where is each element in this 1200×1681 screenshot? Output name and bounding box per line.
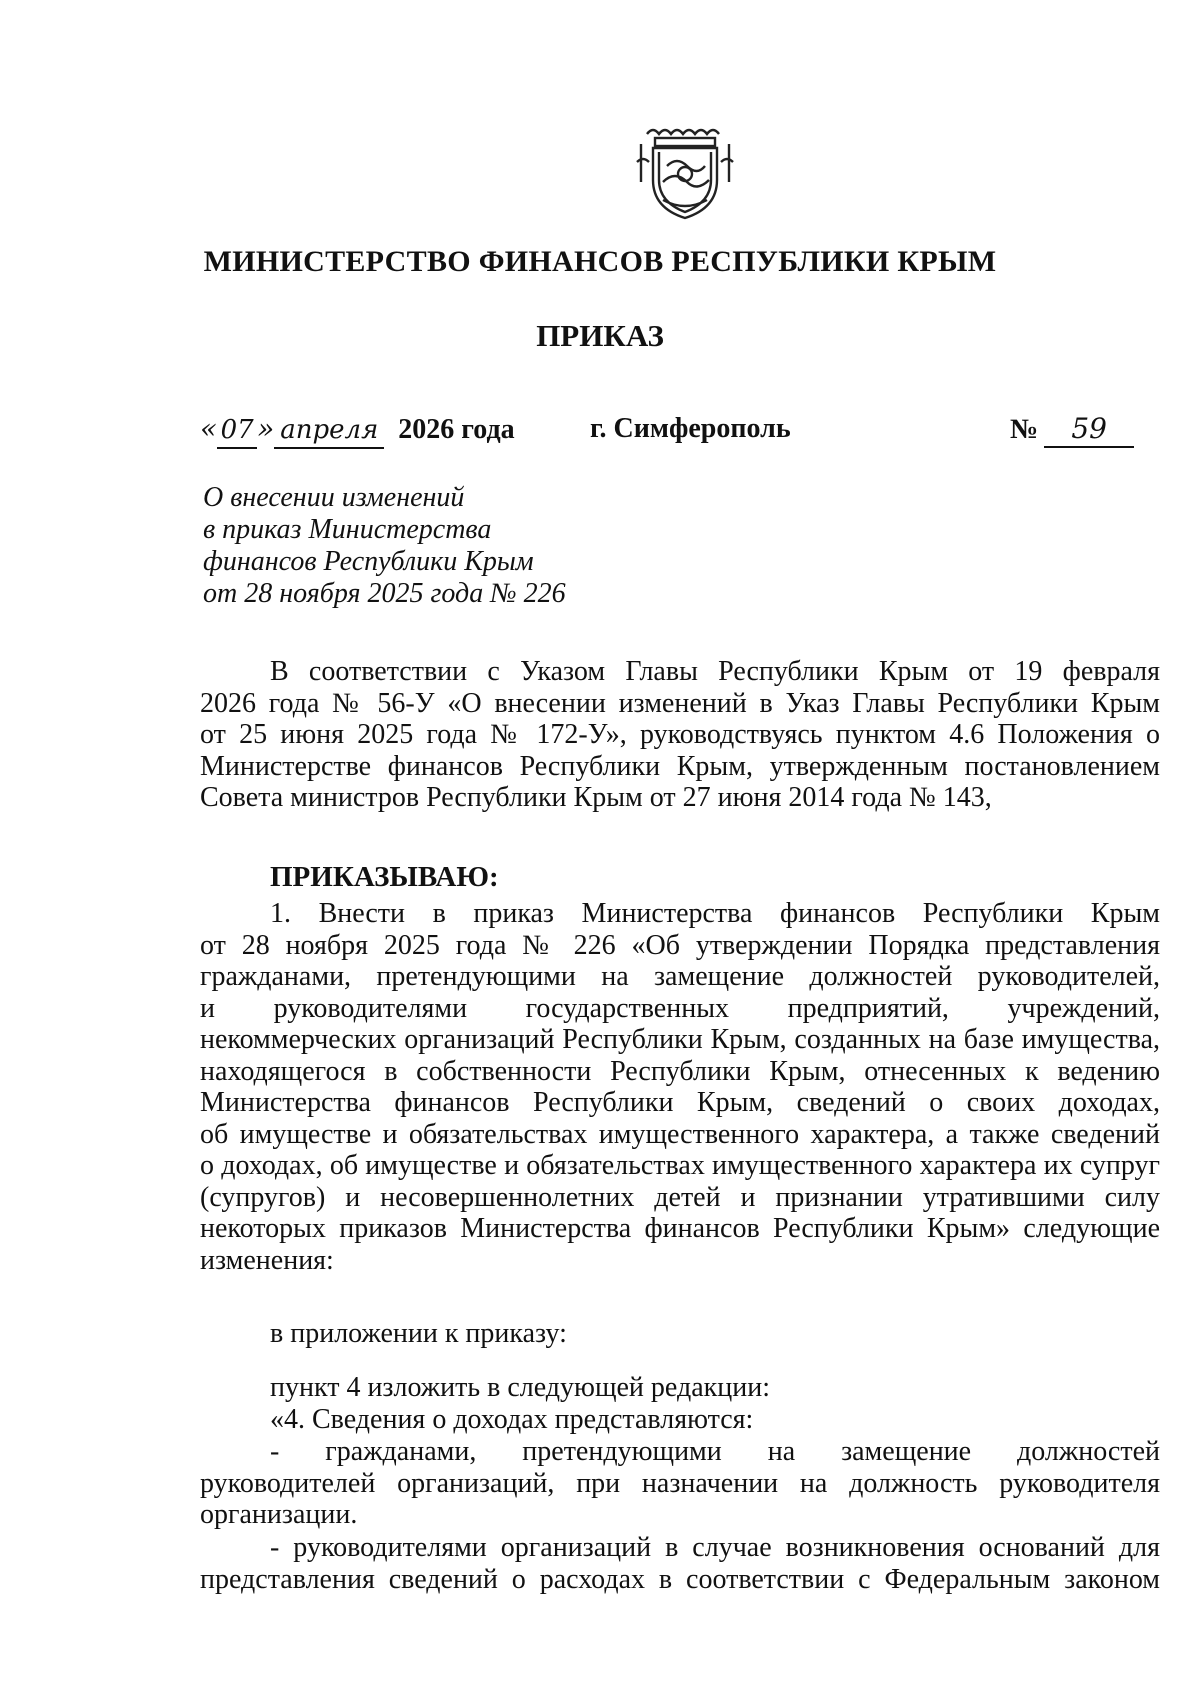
paragraph-line: некоторых приказов Министерства финансов Республики Крым» следующие [200,1213,1160,1244]
paragraph-line: от 25 июня 2025 года № 172-У», руководствуясь пунктом 4.6 Положения о [200,719,1160,750]
order-date [200,412,515,449]
paragraph-line: (супругов) и несовершеннолетних детей и признании утратившими силу [200,1181,1160,1213]
paragraph-line: Министерстве финансов Республики Крым, утвержденным постановлением [200,750,1160,782]
paragraph-line: некоммерческих организаций Республики Крым, созданных на базе имущества, [200,1024,1160,1055]
bullet-1-paragraph [200,1436,1160,1531]
paragraph-line: - руководителями организаций в случае возникновения оснований для [270,1532,1160,1563]
paragraph-line: об имуществе и обязательствах имущественного характера, а также сведений [200,1118,1160,1150]
paragraph-line: 2026 года № 56-У «О внесении изменений в Указ Главы Республики Крым [200,687,1160,719]
paragraph-line: находящегося в собственности Республики Крым, отнесенных к ведению [200,1055,1160,1087]
point-4-intro: пункт 4 изложить в следующей редакции: [270,1372,770,1403]
decree-heading: ПРИКАЗЫВАЮ: [270,861,499,893]
paragraph-line: представления сведений о расходах в соответствии с Федеральным законом [200,1563,1160,1595]
number-label: № [1010,414,1039,445]
paragraph-line: руководителей организаций, при назначении на должность руководителя [200,1467,1160,1499]
item-1-paragraph [200,898,1160,1276]
paragraph-line: от 28 ноября 2025 года № 226 «Об утверждении Порядка представления [200,929,1160,961]
date-year: 2026 года [398,414,515,445]
subject-line: финансов Республики Крым [203,546,534,577]
order-city: г. Симферополь [590,413,791,444]
paragraph-line: организации. [200,1499,358,1530]
subject-line: в приказ Министерства [203,514,492,545]
subject-line: О внесении изменений [203,482,465,513]
paragraph-line: о доходах, об имуществе и обязательствах имущественного характера их супруг [200,1150,1160,1181]
document-type-title: ПРИКАЗ [536,318,664,353]
crimea-coat-of-arms-icon [633,122,737,222]
preamble-paragraph [200,656,1160,814]
date-month-handwritten: апреля [274,413,384,449]
order-number [1010,412,1134,448]
date-close-quote: » [257,412,275,445]
paragraph-line: гражданами, претендующими на замещение должностей руководителей, [200,961,1160,992]
paragraph-line: В соответствии с Указом Главы Республики Крым от 19 февраля [270,656,1160,687]
ministry-title: МИНИСТЕРСТВО ФИНАНСОВ РЕСПУБЛИКИ КРЫМ [203,245,997,278]
order-number-handwritten: 59 [1044,412,1134,448]
paragraph-line: - гражданами, претендующими на замещение должностей [270,1436,1160,1467]
order-subject [203,482,566,610]
paragraph-line: и руководителями государственных предприятий, учреждений, [200,992,1160,1024]
paragraph-line: Министерства финансов Республики Крым, сведений о своих доходах, [200,1087,1160,1118]
date-day-handwritten: 07 [217,413,257,449]
appendix-line: в приложении к приказу: [270,1318,567,1349]
paragraph-line: изменения: [200,1244,334,1276]
point-4-heading: «4. Сведения о доходах представляются: [270,1404,754,1435]
paragraph-line: 1. Внести в приказ Министерства финансов Республики Крым [270,898,1160,929]
date-open-quote: « [200,412,218,445]
bullet-2-paragraph [200,1532,1160,1595]
paragraph-line: Совета министров Республики Крым от 27 июня 2014 года № 143, [200,782,992,813]
subject-line: от 28 ноября 2025 года № 226 [203,578,566,609]
